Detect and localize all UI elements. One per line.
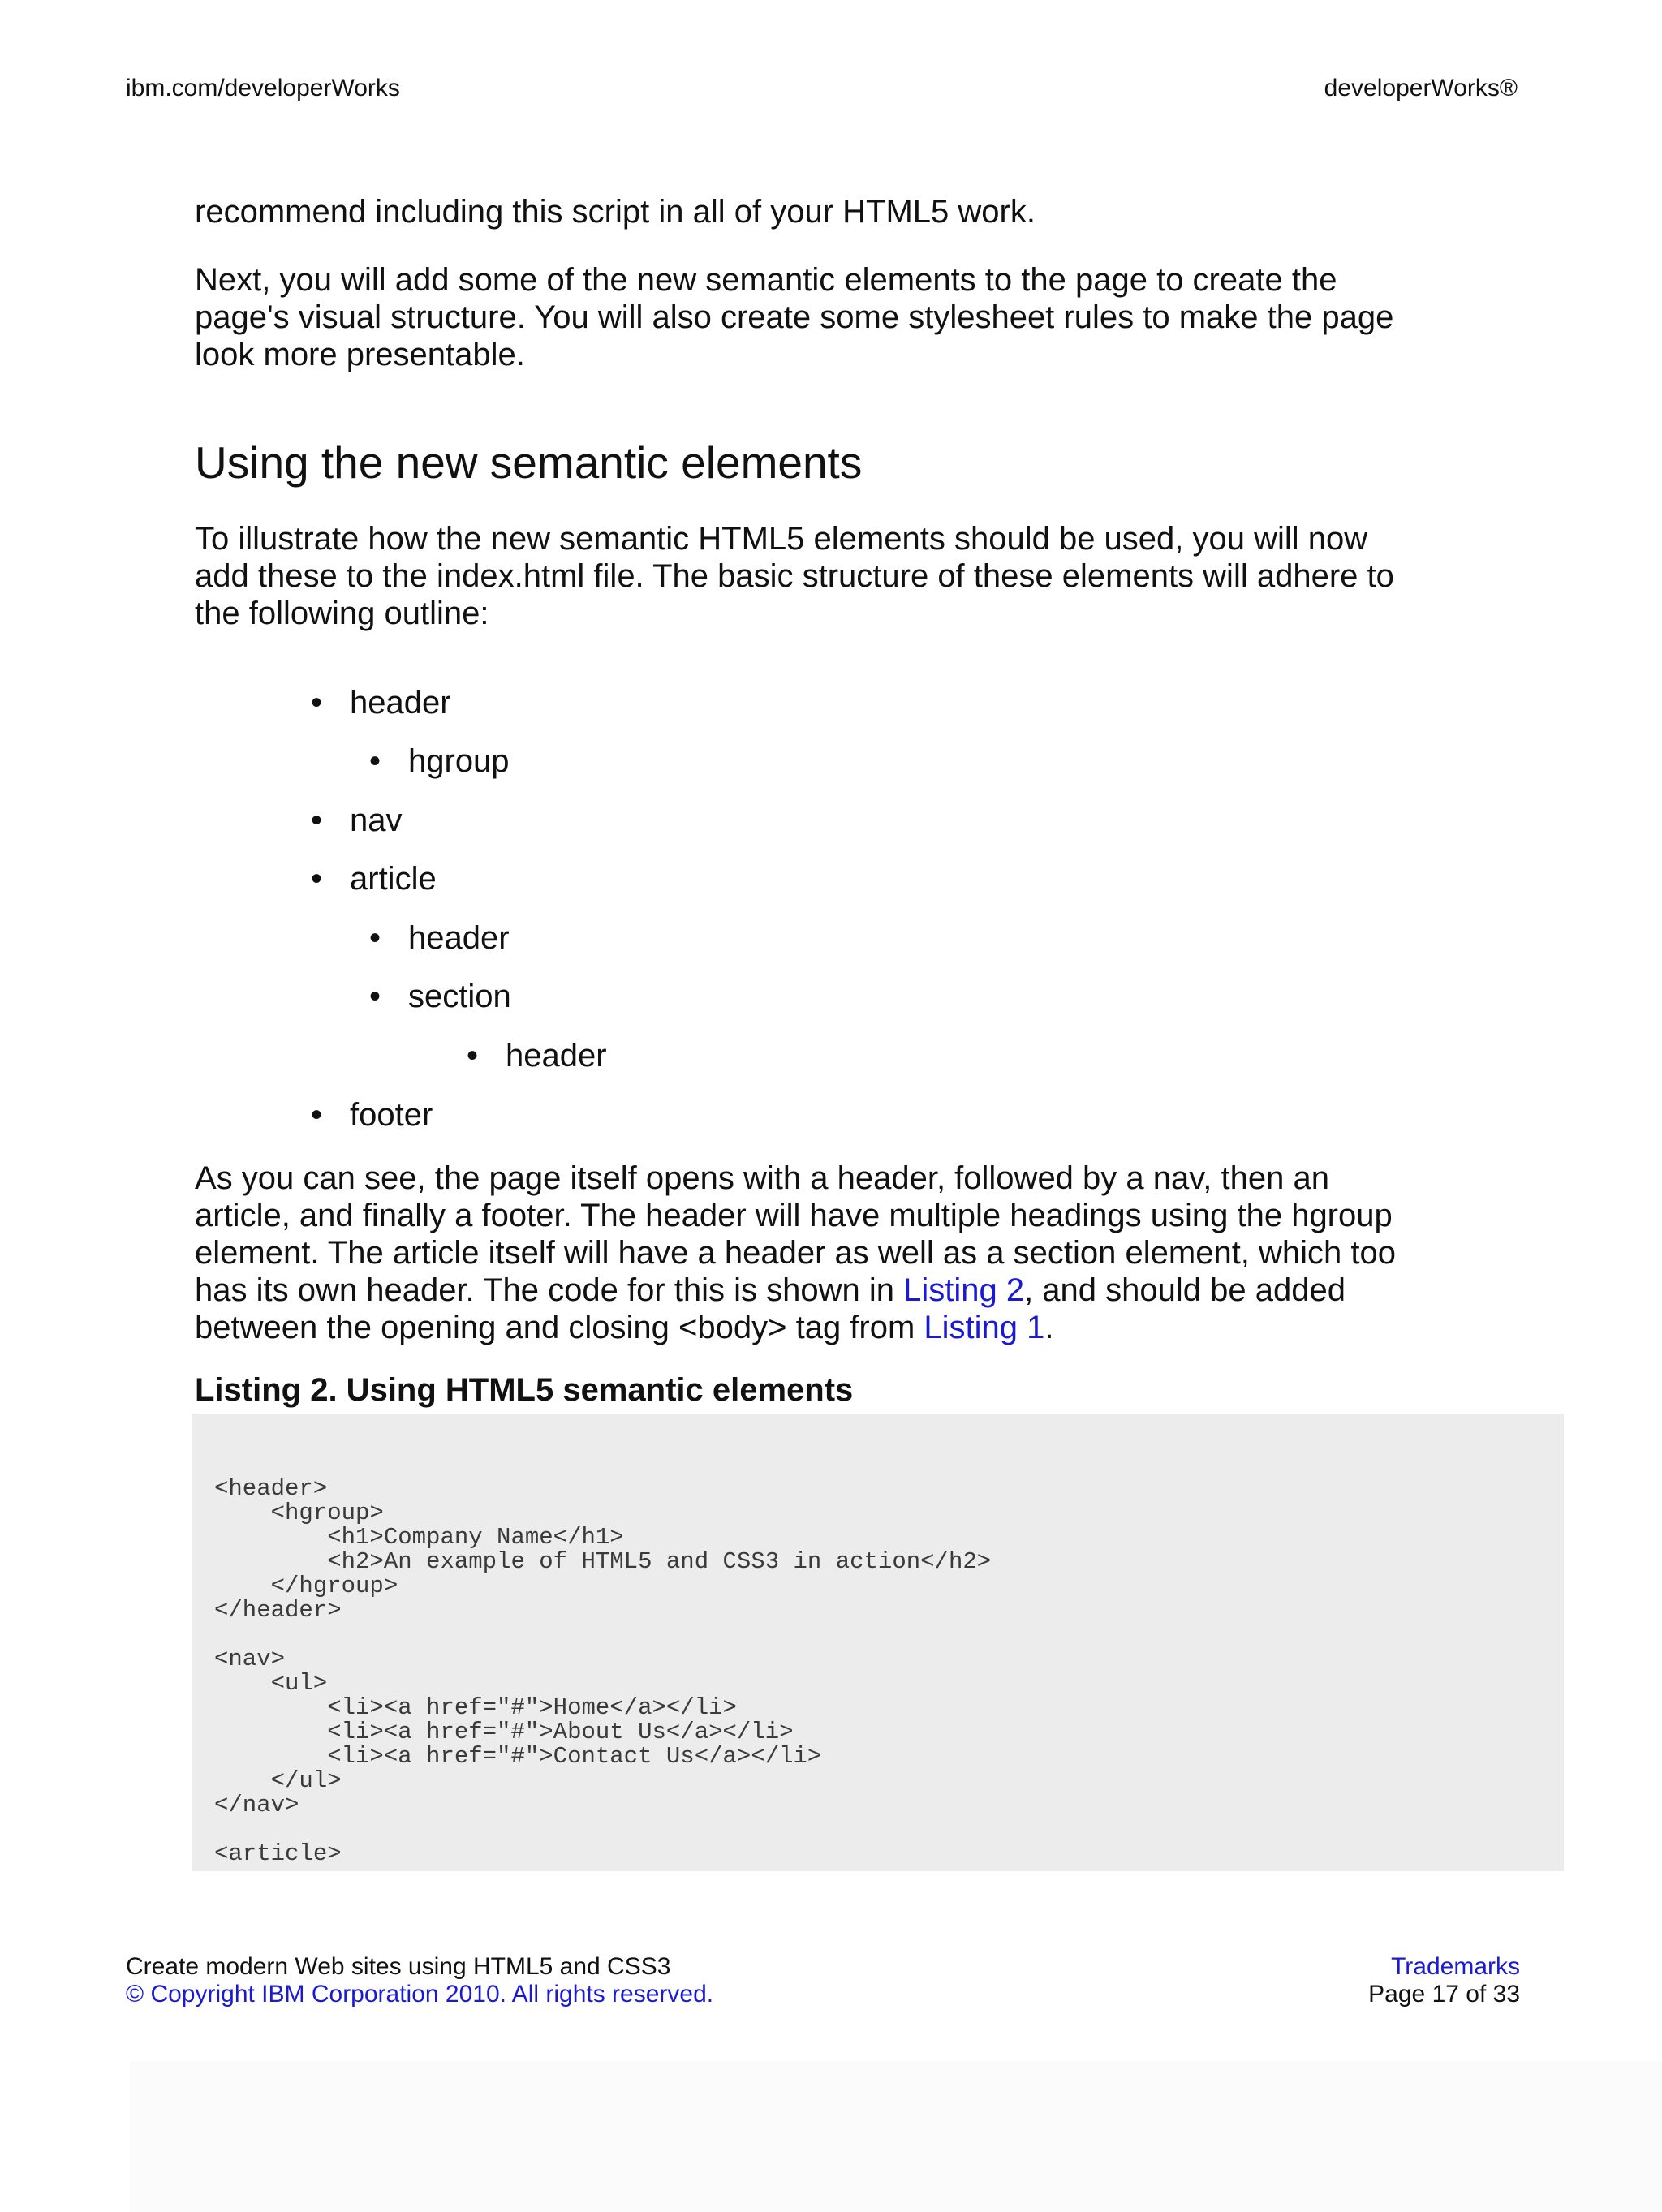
text-run: As you can see, the page itself opens with a header, followed by a nav, then an article, and finally a footer. The header will have multiple headings using the hgroup element. The article itself will have a header as well as a section element, which too has its own header. The code for this is shown in <box>195 1160 1397 1308</box>
outline-item <box>311 802 403 839</box>
page-bottom-shade <box>130 2061 1662 2212</box>
outline-item <box>311 684 451 721</box>
outline-item-label: article <box>350 861 437 897</box>
code-listing-box <box>192 1414 1564 1871</box>
outline-item <box>467 1037 607 1074</box>
outline-item-label: header <box>506 1038 607 1074</box>
outline-item-label: header <box>350 685 451 721</box>
listing-2-link[interactable]: Listing 2 <box>903 1272 1025 1308</box>
running-header-brand: developerWorks® <box>1324 75 1518 101</box>
outline-item <box>369 978 511 1015</box>
bullet-glyph: • <box>467 1038 479 1074</box>
bullet-glyph: • <box>369 979 381 1014</box>
outline-item <box>369 919 510 957</box>
bullet-glyph: • <box>311 685 323 721</box>
outline-item-label: nav <box>350 803 403 838</box>
bullet-glyph: • <box>311 861 323 897</box>
text-run: , and should be added between the opening and closing <body> tag from <box>195 1272 1346 1345</box>
paragraph-intro-tail: recommend including this script in all of your HTML5 work. <box>195 194 1036 230</box>
bullet-glyph: • <box>369 920 381 956</box>
footer-document-title: Create modern Web sites using HTML5 and CSS3 <box>126 1953 671 1980</box>
listing-caption: Listing 2. Using HTML5 semantic elements <box>195 1372 854 1408</box>
paragraph-structure-explanation <box>195 1160 1428 1346</box>
outline-item <box>311 860 437 897</box>
bullet-glyph: • <box>311 1097 323 1133</box>
footer-trademarks-link[interactable]: Trademarks <box>1391 1953 1520 1980</box>
outline-item-label: footer <box>350 1097 433 1133</box>
outline-item-label: hgroup <box>408 743 510 779</box>
footer-page-number: Page 17 of 33 <box>1368 1981 1520 2008</box>
footer-copyright-link[interactable]: © Copyright IBM Corporation 2010. All rights reserved. <box>126 1981 714 2008</box>
bullet-glyph: • <box>369 743 381 779</box>
paragraph-illustrate: To illustrate how the new semantic HTML5 elements should be used, you will now add these to the index.html file. The basic structure of these elements will adhere to the following outline: <box>195 521 1394 631</box>
listing-1-link[interactable]: Listing 1 <box>924 1310 1045 1345</box>
text-run: . <box>1044 1310 1054 1345</box>
paragraph-next-steps: Next, you will add some of the new semantic elements to the page to create the page's visual structure. You will also create some stylesheet rules to make the page look more presentable. <box>195 262 1394 372</box>
running-header-site: ibm.com/developerWorks <box>126 75 400 101</box>
bullet-glyph: • <box>311 803 323 838</box>
outline-item <box>311 1096 433 1134</box>
outline-item-label: section <box>408 979 511 1014</box>
outline-item-label: header <box>408 920 510 956</box>
outline-item <box>369 742 510 780</box>
section-title: Using the new semantic elements <box>195 437 863 488</box>
code-listing: <header> <hgroup> <h1>Company Name</h1> <h2>An example of HTML5 and CSS3 in action</h2> </hgroup> </header> <nav> <ul> <li><a href="#">Home</a></li> <li><a href="#">About Us</a></li> <li><a href="#">Contact Us</a></li> </ul> </nav> <article> <box>214 1475 992 1867</box>
